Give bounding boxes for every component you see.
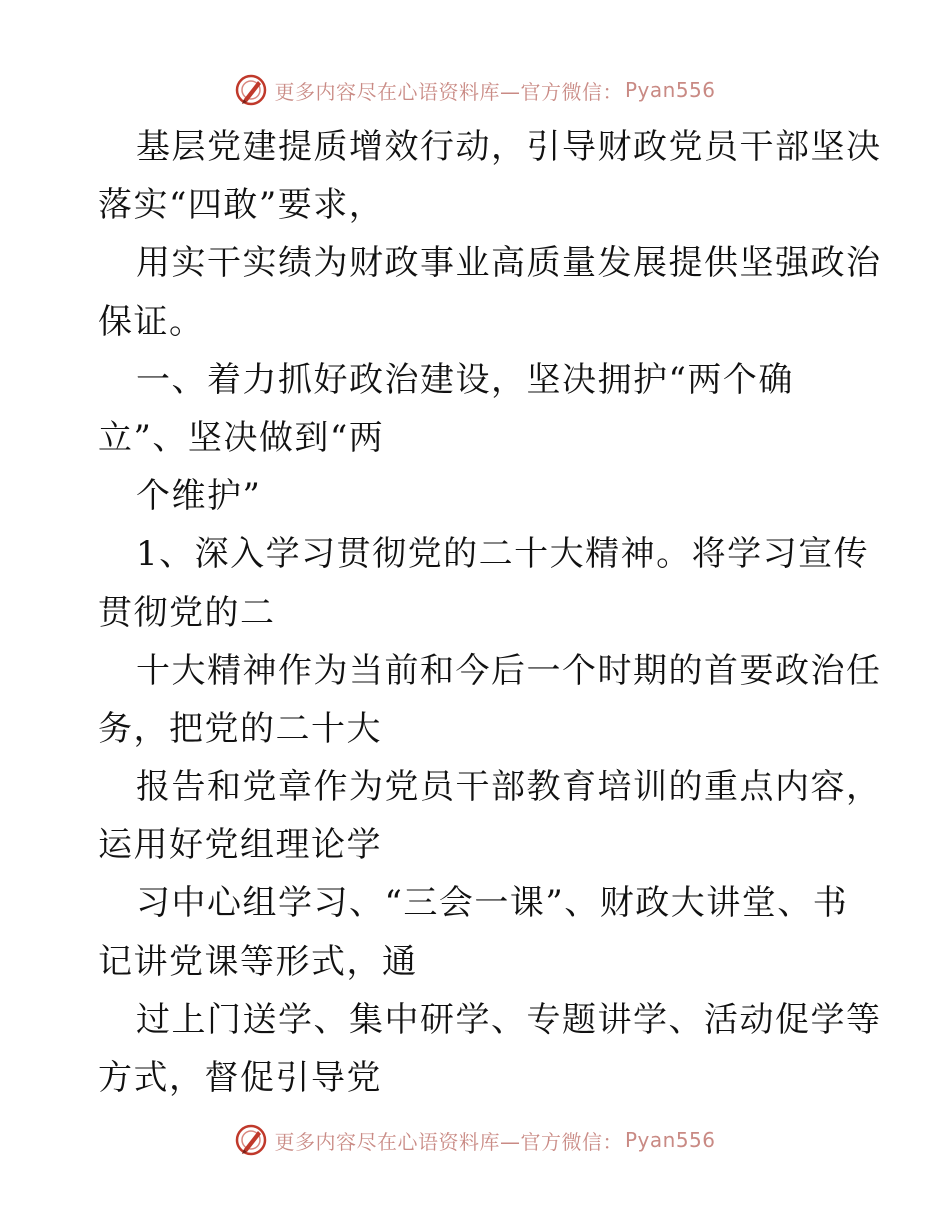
text-line: 用实干实绩为财政事业高质量发展提供坚强政治 — [136, 243, 882, 284]
text-line: 十大精神作为当前和今后一个时期的首要政治任 — [136, 650, 882, 691]
footer-watermark — [0, 1120, 950, 1160]
watermark-wechat-id: Pyan556 — [624, 78, 716, 102]
text-line: 记讲党课等形式，通 — [98, 941, 418, 982]
section-heading-line: 一、着力抓好政治建设，坚决拥护“两个确 — [136, 359, 794, 400]
watermark-text: 更多内容尽在心语资料库—官方微信： — [274, 79, 623, 104]
section-heading-line: 立”、坚决做到“两 — [98, 417, 385, 458]
pen-logo-icon — [234, 1123, 268, 1157]
text-line: 贯彻党的二 — [98, 592, 276, 633]
pen-logo-icon — [234, 73, 268, 107]
text-line: 1、深入学习贯彻党的二十大精神。将学习宣传 — [136, 534, 870, 575]
header-watermark — [0, 70, 950, 110]
document-body — [98, 118, 882, 1107]
text-line: 习中心组学习、“三会一课”、财政大讲堂、书 — [136, 883, 849, 924]
text-line: 保证。 — [98, 301, 205, 342]
watermark-wechat-id: Pyan556 — [624, 1128, 716, 1152]
text-line: 过上门送学、集中研学、专题讲学、活动促学等 — [136, 999, 882, 1040]
watermark-text: 更多内容尽在心语资料库—官方微信： — [274, 1129, 623, 1154]
text-line: 方式，督促引导党 — [98, 1058, 382, 1098]
section-heading-line: 个维护” — [136, 476, 262, 517]
text-line: 运用好党组理论学 — [98, 825, 382, 866]
text-line: 务，把党的二十大 — [98, 708, 382, 749]
text-line: 报告和党章作为党员干部教育培训的重点内容， — [136, 767, 882, 808]
text-line: 基层党建提质增效行动，引导财政党员干部坚决 — [136, 127, 882, 167]
text-line: 落实“四敢”要求， — [98, 185, 385, 226]
